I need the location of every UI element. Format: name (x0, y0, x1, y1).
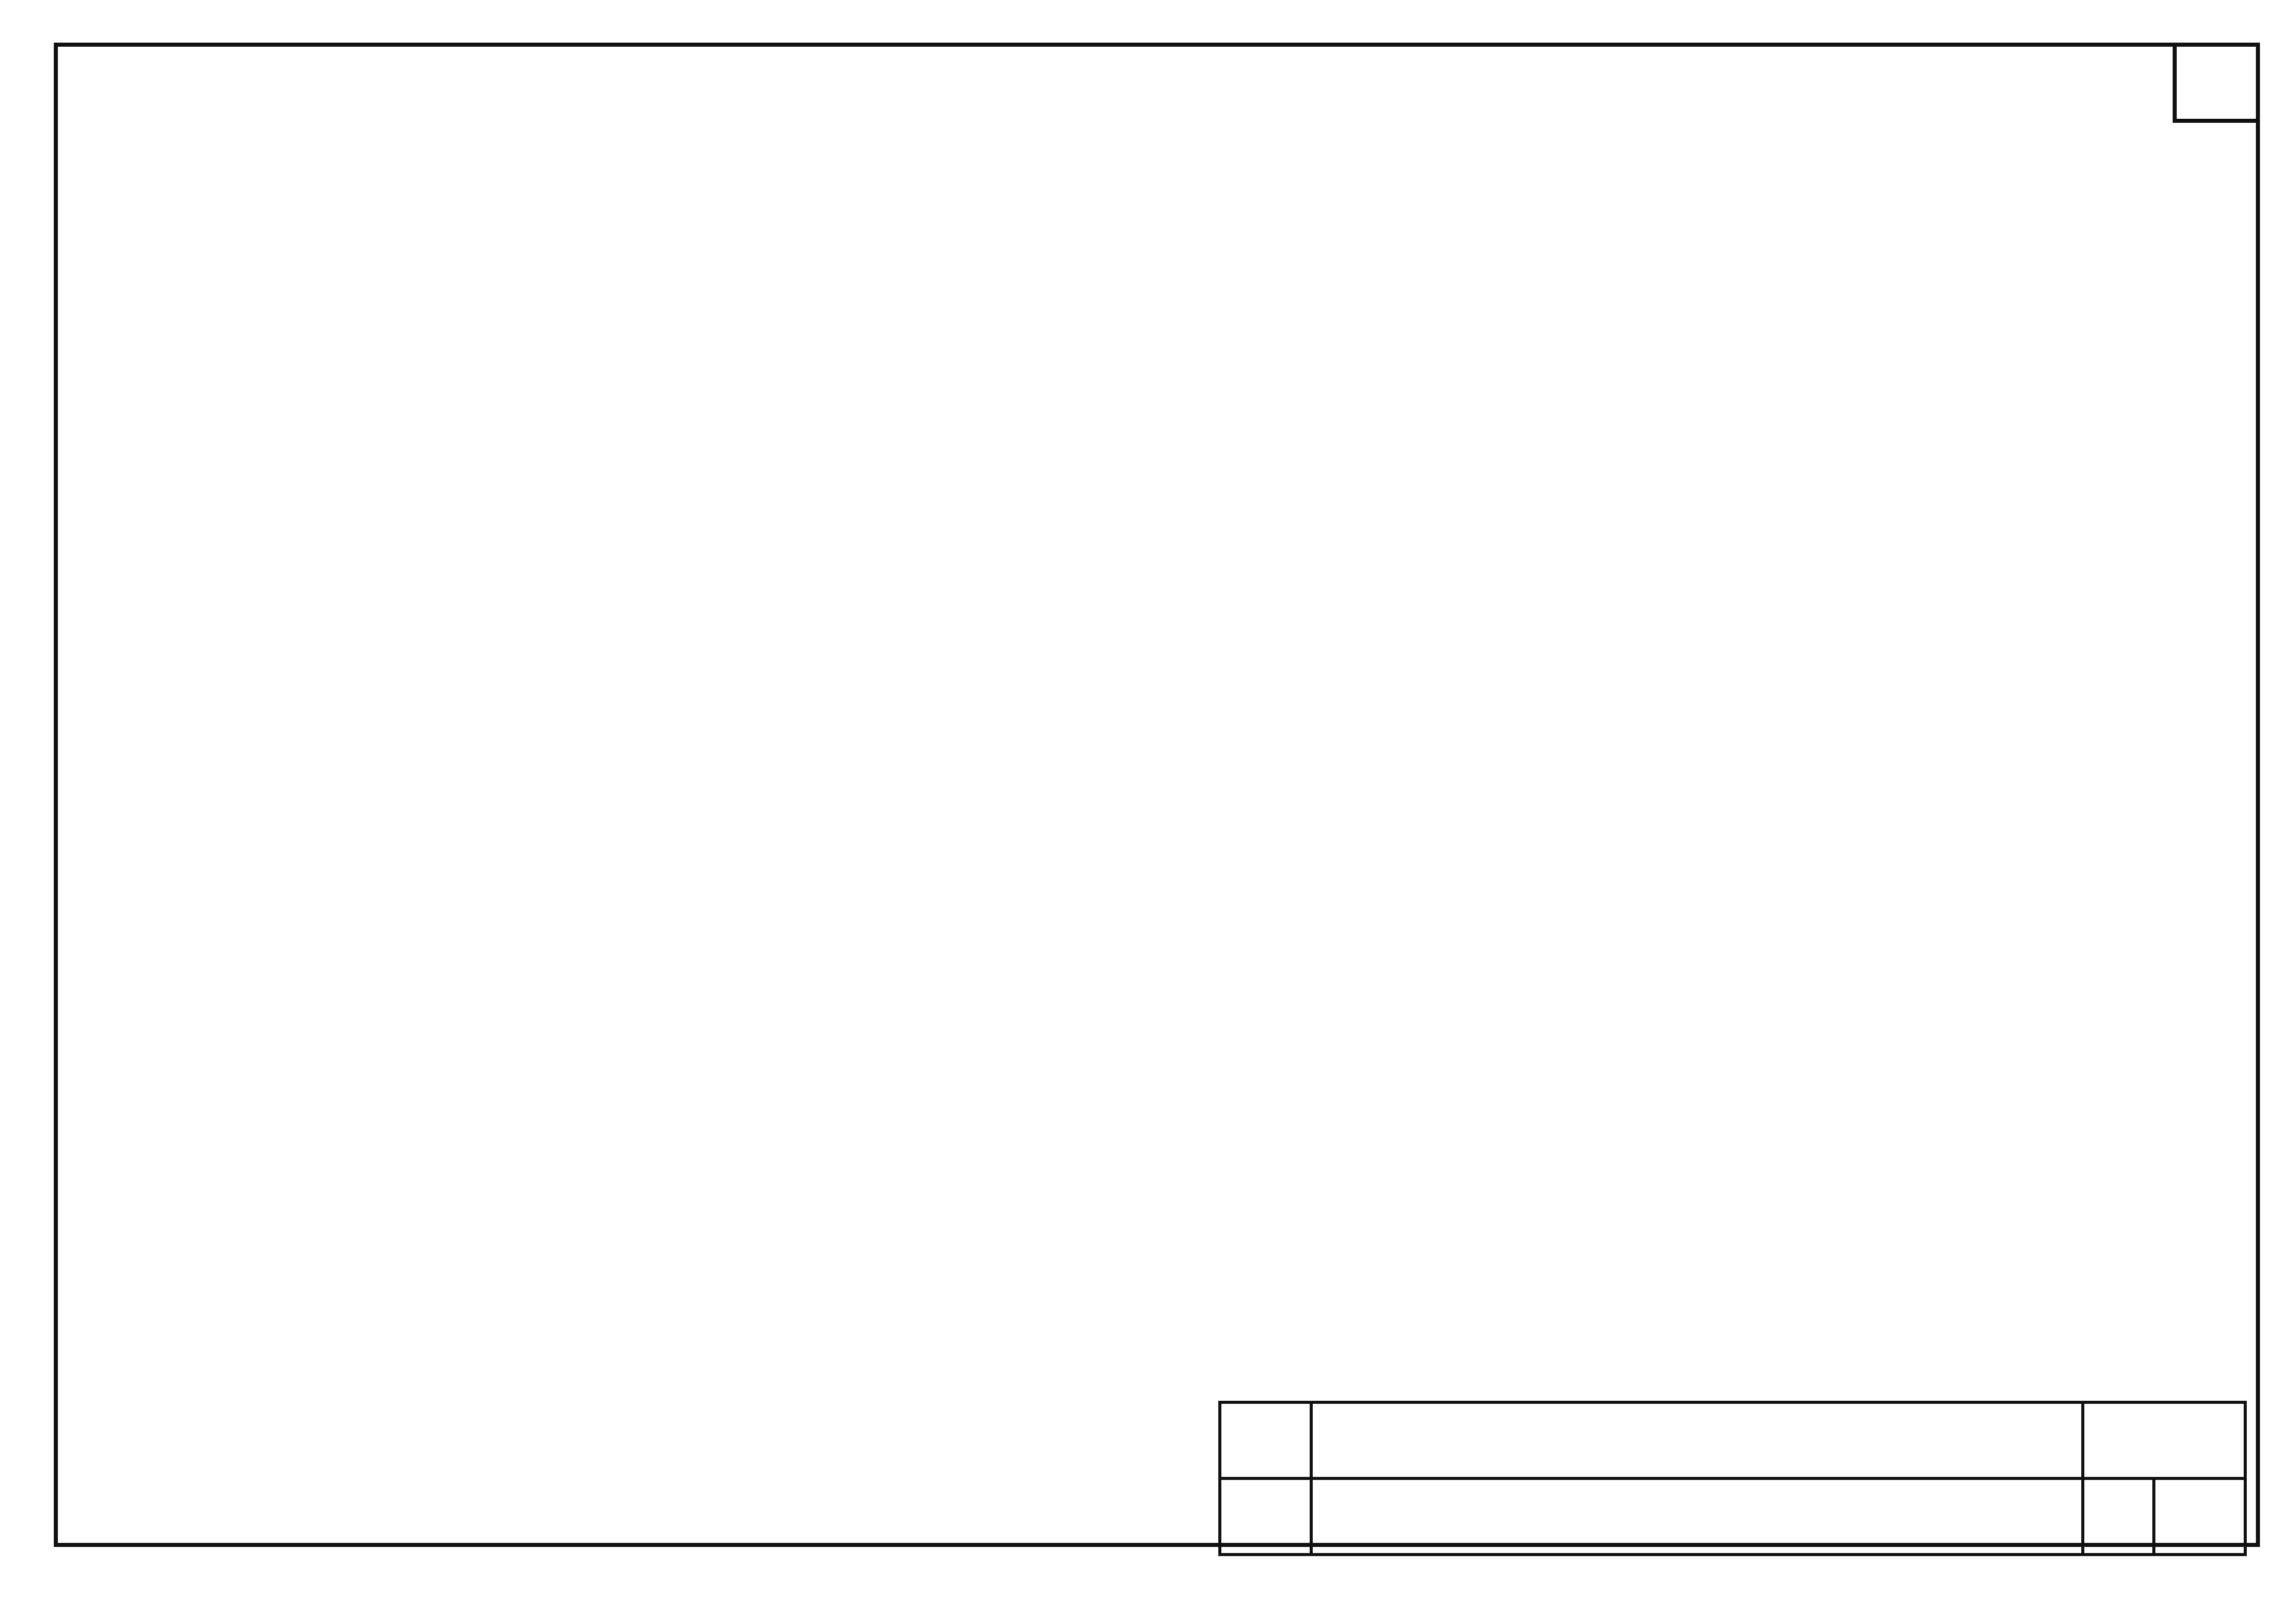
sheet-number (2173, 47, 2257, 123)
doc-code (2083, 1402, 2245, 1478)
list-cell (2154, 1478, 2245, 1555)
tk-mark (1220, 1402, 1311, 1478)
title-line-1 (1311, 1402, 2083, 1478)
vypusk-cell (2083, 1478, 2154, 1555)
year (1220, 1478, 1311, 1555)
drawing-frame (54, 43, 2260, 1547)
title-line-2 (1311, 1478, 2083, 1555)
title-block (1218, 1401, 2247, 1556)
notes-block (1421, 939, 2234, 974)
